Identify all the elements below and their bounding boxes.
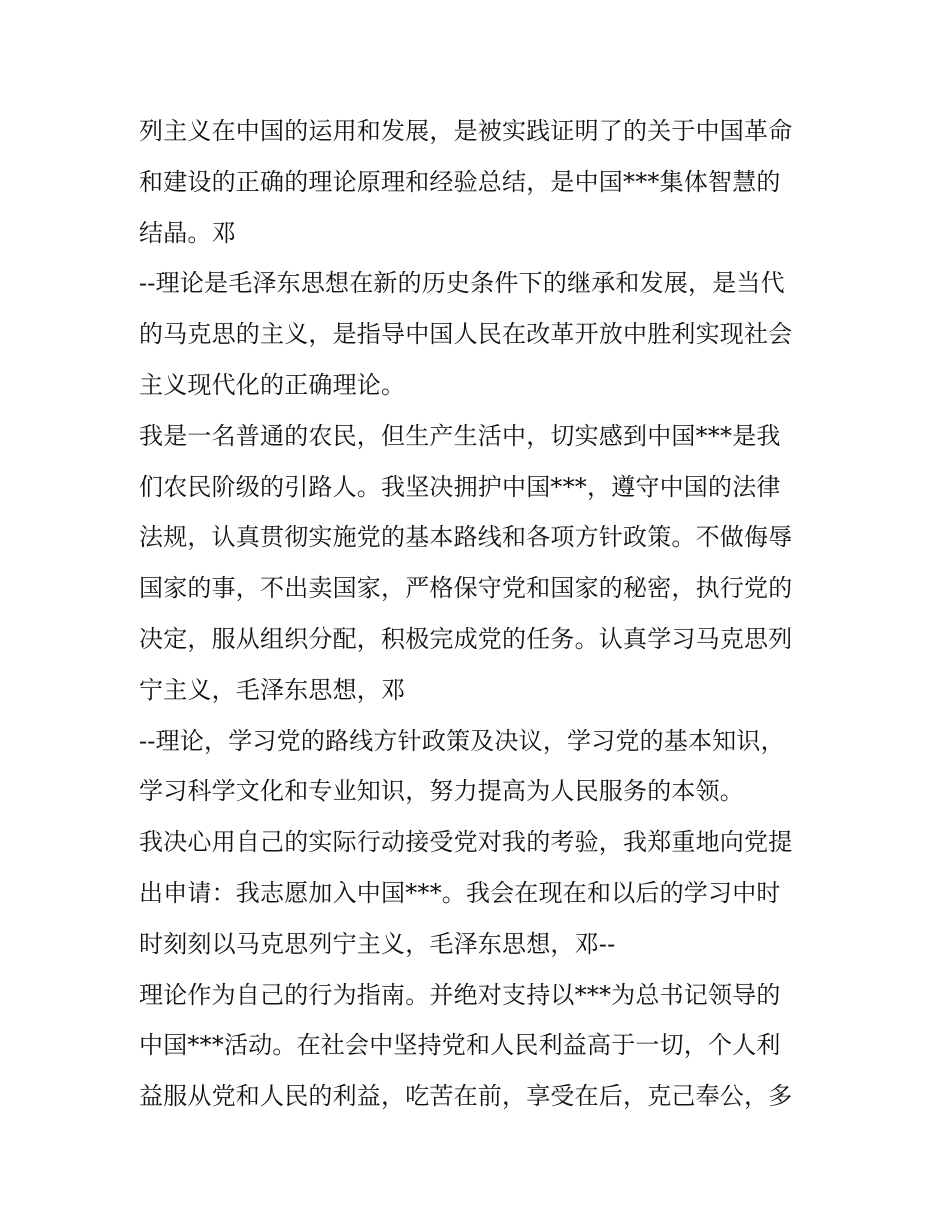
text-line: --理论是毛泽东思想在新的历史条件下的继承和发展，是当代 <box>139 269 785 298</box>
text-line: 时刻刻以马克思列宁主义，毛泽东思想，邓-- <box>139 929 616 958</box>
text-line: 理论作为自己的行为指南。并绝对支持以***为总书记领导的 <box>139 980 781 1009</box>
text-line: 主义现代化的正确理论。 <box>139 370 406 399</box>
text-line: 和建设的正确的理论原理和经验总结，是中国***集体智慧的 <box>139 167 781 196</box>
text-line: 我决心用自己的实际行动接受党对我的考验，我郑重地向党提 <box>139 828 793 857</box>
text-line: 的马克思的主义，是指导中国人民在改革开放中胜利实现社会 <box>139 320 793 349</box>
text-line: 学习科学文化和专业知识，努力提高为人民服务的本领。 <box>139 777 744 806</box>
text-line: 出申请：我志愿加入中国***。我会在现在和以后的学习中时 <box>139 878 781 907</box>
text-line: 国家的事，不出卖国家，严格保守党和国家的秘密，执行党的 <box>139 574 793 603</box>
text-line: 法规，认真贯彻实施党的基本路线和各项方针政策。不做侮辱 <box>139 523 793 552</box>
text-line: 们农民阶级的引路人。我坚决拥护中国***，遵守中国的法律 <box>139 472 781 501</box>
text-line: 列主义在中国的运用和发展，是被实践证明了的关于中国革命 <box>139 117 793 145</box>
text-line: 我是一名普通的农民，但生产生活中，切实感到中国***是我 <box>139 421 781 450</box>
text-line: 宁主义，毛泽东思想，邓 <box>139 675 406 704</box>
text-line: 结晶。邓 <box>139 218 236 247</box>
text-line: 决定，服从组织分配，积极完成党的任务。认真学习马克思列 <box>139 624 793 653</box>
text-line: 益服从党和人民的利益，吃苦在前，享受在后，克己奉公，多 <box>139 1082 793 1111</box>
document-body <box>139 106 819 1122</box>
text-line: --理论，学习党的路线方针政策及决议，学习党的基本知识， <box>139 726 785 755</box>
text-line: 中国***活动。在社会中坚持党和人民利益高于一切，个人利 <box>139 1031 781 1060</box>
